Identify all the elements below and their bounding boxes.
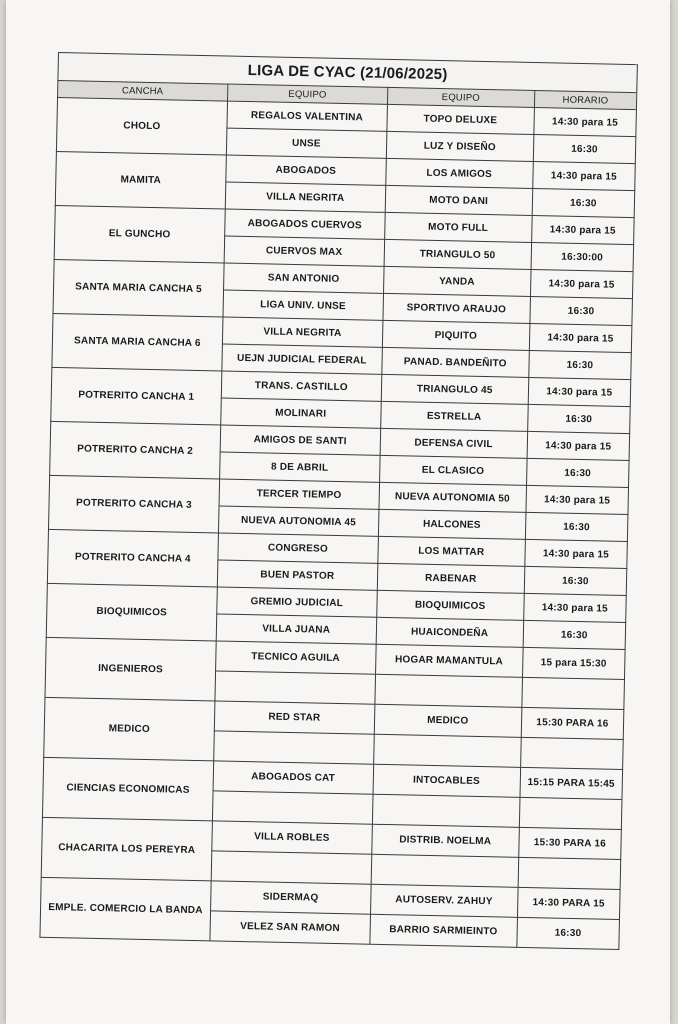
cancha-cell: EMPLE. COMERCIO LA BANDA	[40, 877, 211, 941]
horario-cell: 16:30	[526, 458, 629, 487]
cancha-cell: POTRERITO CANCHA 4	[47, 529, 218, 587]
equipo-1-cell: ABOGADOS CUERVOS	[225, 209, 385, 239]
equipo-1-cell: 8 DE ABRIL	[219, 452, 379, 482]
equipo-2-cell: PANAD. BANDEÑITO	[381, 347, 529, 377]
equipo-2-cell	[371, 854, 519, 887]
equipo-2-cell: HUAICONDEÑA	[376, 617, 524, 647]
equipo-1-cell: RED STAR	[214, 701, 374, 734]
equipo-1-cell	[211, 851, 371, 884]
equipo-2-cell: SPORTIVO ARAUJO	[383, 293, 531, 323]
equipo-2-cell: ESTRELLA	[380, 401, 528, 431]
equipo-2-cell: LUZ Y DISEÑO	[386, 131, 534, 161]
horario-cell: 14:30 para 15	[523, 593, 626, 622]
horario-cell: 16:30	[517, 917, 620, 949]
equipo-1-cell: VILLA JUANA	[216, 614, 376, 644]
equipo-1-cell: UNSE	[226, 128, 386, 158]
equipo-1-cell: SAN ANTONIO	[223, 263, 383, 293]
equipo-1-cell: CONGRESO	[218, 533, 378, 563]
equipo-2-cell: BIOQUIMICOS	[376, 590, 524, 620]
equipo-1-cell: VILLA NEGRITA	[222, 317, 382, 347]
equipo-1-cell: GREMIO JUDICIAL	[217, 587, 377, 617]
cancha-cell: MAMITA	[55, 151, 226, 209]
header-equipo-1: EQUIPO	[227, 84, 387, 104]
cancha-cell: BIOQUIMICOS	[46, 583, 217, 641]
horario-cell: 14:30 para 15	[534, 107, 637, 136]
equipo-1-cell: REGALOS VALENTINA	[227, 101, 387, 131]
equipo-2-cell: INTOCABLES	[373, 764, 521, 797]
horario-cell: 16:30:00	[531, 242, 634, 271]
horario-cell: 16:30	[523, 620, 626, 649]
fixture-table	[39, 52, 637, 950]
equipo-2-cell: RABENAR	[377, 563, 525, 593]
equipo-2-cell: AUTOSERV. ZAHUY	[370, 884, 518, 917]
equipo-1-cell: TRANS. CASTILLO	[221, 371, 381, 401]
horario-cell	[518, 857, 621, 889]
equipo-1-cell: LIGA UNIV. UNSE	[223, 290, 383, 320]
equipo-1-cell	[214, 731, 374, 764]
cancha-cell: INGENIEROS	[45, 637, 216, 701]
equipo-1-cell: ABOGADOS CAT	[213, 761, 373, 794]
cancha-cell: SANTA MARIA CANCHA 5	[53, 259, 224, 317]
equipo-2-cell: PIQUITO	[382, 320, 530, 350]
header-horario: HORARIO	[534, 90, 637, 109]
horario-cell: 14:30 para 15	[525, 539, 628, 568]
horario-cell	[520, 737, 623, 769]
cancha-cell: EL GUNCHO	[54, 205, 225, 263]
equipo-2-cell: EL CLASICO	[379, 455, 527, 485]
equipo-1-cell: VILLA ROBLES	[212, 821, 372, 854]
equipo-2-cell	[372, 794, 520, 827]
equipo-2-cell: TOPO DELUXE	[387, 104, 535, 134]
equipo-2-cell: YANDA	[383, 266, 531, 296]
horario-cell	[522, 677, 625, 709]
equipo-2-cell: MEDICO	[374, 704, 522, 737]
equipo-2-cell: HOGAR MAMANTULA	[375, 644, 523, 677]
horario-cell: 15:30 PARA 16	[521, 707, 624, 739]
equipo-1-cell: MOLINARI	[221, 398, 381, 428]
horario-cell: 14:30 para 15	[531, 215, 634, 244]
equipo-2-cell: DISTRIB. NOELMA	[371, 824, 519, 857]
horario-cell: 14:30 para 15	[528, 377, 631, 406]
horario-cell: 14:30 para 15	[526, 485, 629, 514]
equipo-2-cell: BARRIO SARMIEINTO	[370, 914, 518, 947]
horario-cell: 16:30	[533, 134, 636, 163]
equipo-1-cell: AMIGOS DE SANTI	[220, 425, 380, 455]
paper-sheet	[6, 0, 670, 1024]
cancha-cell: POTRERITO CANCHA 1	[51, 367, 222, 425]
equipo-1-cell: TECNICO AGUILA	[215, 641, 375, 674]
equipo-1-cell: NUEVA AUTONOMIA 45	[218, 506, 378, 536]
cancha-cell: CIENCIAS ECONOMICAS	[42, 757, 213, 821]
table-title: LIGA DE CYAC (21/06/2025)	[58, 53, 637, 93]
equipo-2-cell	[375, 674, 523, 707]
cancha-cell: CHACARITA LOS PEREYRA	[41, 817, 212, 881]
horario-cell: 15 para 15:30	[522, 647, 625, 679]
horario-cell: 14:30 para 15	[529, 323, 632, 352]
equipo-2-cell: NUEVA AUTONOMIA 50	[379, 482, 527, 512]
horario-cell: 16:30	[527, 404, 630, 433]
equipo-1-cell	[212, 791, 372, 824]
horario-cell: 14:30 para 15	[532, 161, 635, 190]
equipo-2-cell: MOTO FULL	[384, 212, 532, 242]
equipo-1-cell: BUEN PASTOR	[217, 560, 377, 590]
equipo-1-cell: VELEZ SAN RAMON	[210, 911, 370, 944]
equipo-2-cell: DEFENSA CIVIL	[380, 428, 528, 458]
fixture-body	[40, 98, 636, 950]
equipo-1-cell: VILLA NEGRITA	[225, 182, 385, 212]
equipo-2-cell: MOTO DANI	[385, 185, 533, 215]
equipo-1-cell: CUERVOS MAX	[224, 236, 384, 266]
horario-cell: 14:30 para 15	[530, 269, 633, 298]
equipo-2-cell: LOS AMIGOS	[385, 158, 533, 188]
cancha-cell: CHOLO	[56, 98, 227, 156]
equipo-1-cell: ABOGADOS	[226, 155, 386, 185]
equipo-2-cell: TRIANGULO 45	[381, 374, 529, 404]
horario-cell: 15:15 PARA 15:45	[520, 767, 623, 799]
cancha-cell: POTRERITO CANCHA 2	[50, 421, 221, 479]
horario-cell: 14:30 PARA 15	[517, 887, 620, 919]
cancha-cell: SANTA MARIA CANCHA 6	[52, 313, 223, 371]
equipo-1-cell: TERCER TIEMPO	[219, 479, 379, 509]
equipo-2-cell	[373, 734, 521, 767]
equipo-2-cell: HALCONES	[378, 509, 526, 539]
fixture-sheet	[39, 52, 637, 950]
horario-cell: 16:30	[525, 512, 628, 541]
equipo-1-cell: UEJN JUDICIAL FEDERAL	[222, 344, 382, 374]
horario-cell: 16:30	[524, 566, 627, 595]
header-equipo-2: EQUIPO	[387, 87, 534, 107]
cancha-cell: POTRERITO CANCHA 3	[48, 475, 219, 533]
equipo-1-cell: SIDERMAQ	[210, 881, 370, 914]
header-cancha: CANCHA	[58, 81, 228, 102]
horario-cell: 16:30	[530, 296, 633, 325]
horario-cell: 15:30 PARA 16	[518, 827, 621, 859]
horario-cell: 16:30	[528, 350, 631, 379]
cancha-cell: MEDICO	[44, 697, 215, 761]
equipo-1-cell	[215, 671, 375, 704]
equipo-2-cell: LOS MATTAR	[378, 536, 526, 566]
horario-cell: 16:30	[532, 188, 635, 217]
equipo-2-cell: TRIANGULO 50	[384, 239, 532, 269]
horario-cell: 14:30 para 15	[527, 431, 630, 460]
horario-cell	[519, 797, 622, 829]
